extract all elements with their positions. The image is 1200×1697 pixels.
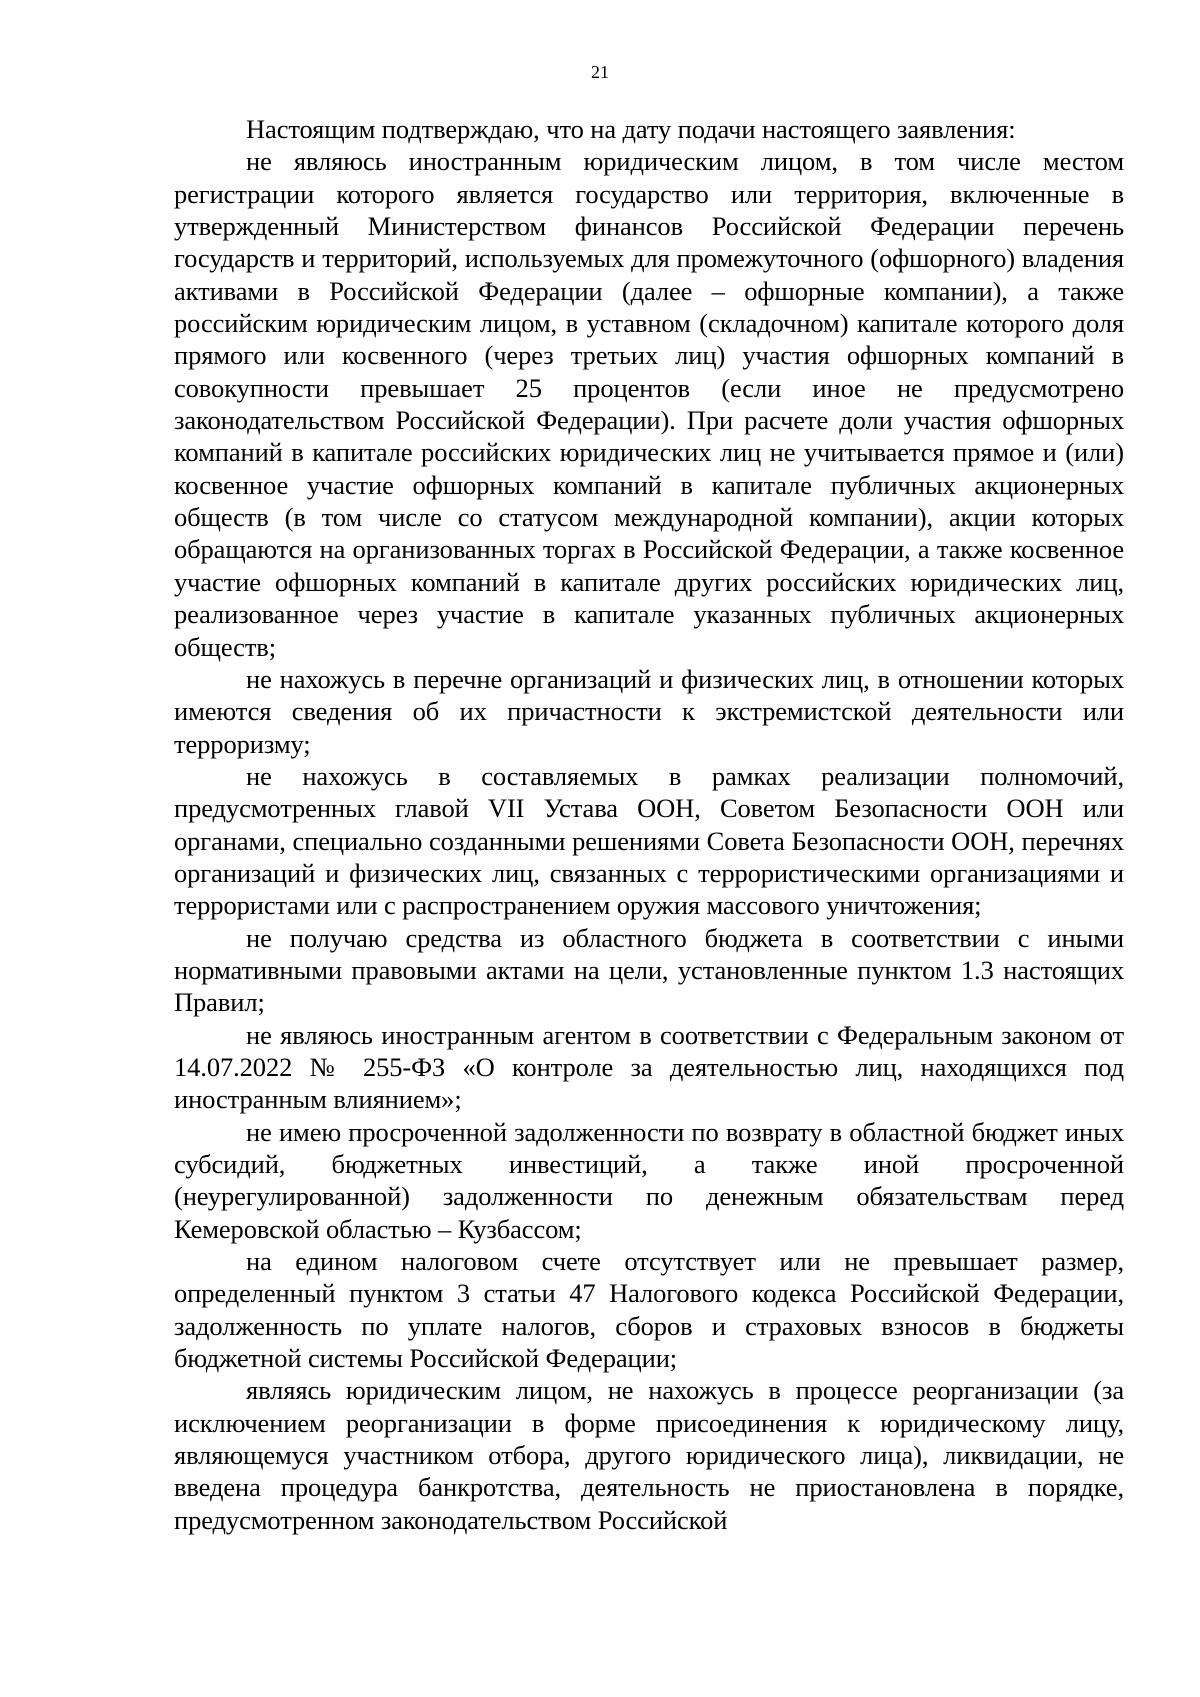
paragraph-offshore: не являюсь иностранным юридическим лицом, в том числе местом регистрации которого является государство или территория, включенные в утвержденный Министерством финансов Российской Федерации перечень государств и территорий, используемых для промежуточного (офшорного) владения активами в Российской Федерации (далее – офшорные компании), а также российским юридическим лицом, в уставном (складочном) капитале которого доля прямого или косвенного (через третьих лиц) участия офшорных компаний в совокупности превышает 25 процентов (если иное не предусмотрено законодательством Российской Федерации). При расчете доли участия офшорных компаний в капитале российских юридических лиц не учитывается прямое и (или) косвенное участие офшорных компаний в капитале публичных акционерных обществ (в том числе со статусом международной компании), акции которых обращаются на организованных торгах в Российской Федерации, а также косвенное участие офшорных компаний в капитале других российских юридических лиц, реализованное через участие в капитале указанных публичных акционерных обществ; (174, 146, 1124, 662)
paragraph-tax-account: на едином налоговом счете отсутствует или не превышает размер, определенный пунктом 3 статьи 47 Налогового кодекса Российской Федерации, задолженность по уплате налогов, сборов и страховых взносов в бюджеты бюджетной системы Российской Федерации; (174, 1246, 1124, 1374)
document-body (174, 113, 1124, 1536)
paragraph-extremism: не нахожусь в перечне организаций и физических лиц, в отношении которых имеются сведения об их причастности к экстремистской деятельности или терроризму; (174, 663, 1124, 759)
paragraph-intro: Настоящим подтверждаю, что на дату подачи настоящего заявления: (246, 114, 1016, 144)
page-number: 21 (591, 62, 609, 82)
paragraph-un-lists: не нахожусь в составляемых в рамках реализации полномочий, предусмотренных главой VII Устава ООН, Советом Безопасности ООН или органами, специально созданными решениями Совета Безопасности ООН, перечнях организаций и физических лиц, связанных с террористическими организациями и террористами или с распространением оружия массового уничтожения; (174, 760, 1124, 921)
paragraph-reorganization: являясь юридическим лицом, не нахожусь в процессе реорганизации (за исключением реорганизации в форме присоединения к юридическому лицу, являющемуся участником отбора, другого юридического лица), ликвидации, не введена процедура банкротства, деятельность не приостановлена в порядке, предусмотренном законодательством Российской (174, 1375, 1124, 1535)
paragraph-foreign-agent: не являюсь иностранным агентом в соответствии с Федеральным законом от 14.07.2022 № 255-ФЗ «О контроле за деятельностью лиц, находящихся под иностранным влиянием»; (174, 1019, 1124, 1115)
paragraph-overdue-debt: не имею просроченной задолженности по возврату в областной бюджет иных субсидий, бюджетных инвестиций, а также иной просроченной (неурегулированной) задолженности по денежным обязательствам перед Кемеровской областью – Кузбассом; (174, 1116, 1124, 1244)
paragraph-regional-budget: не получаю средства из областного бюджета в соответствии с иными нормативными правовыми актами на цели, установленные пунктом 1.3 настоящих Правил; (174, 922, 1124, 1018)
